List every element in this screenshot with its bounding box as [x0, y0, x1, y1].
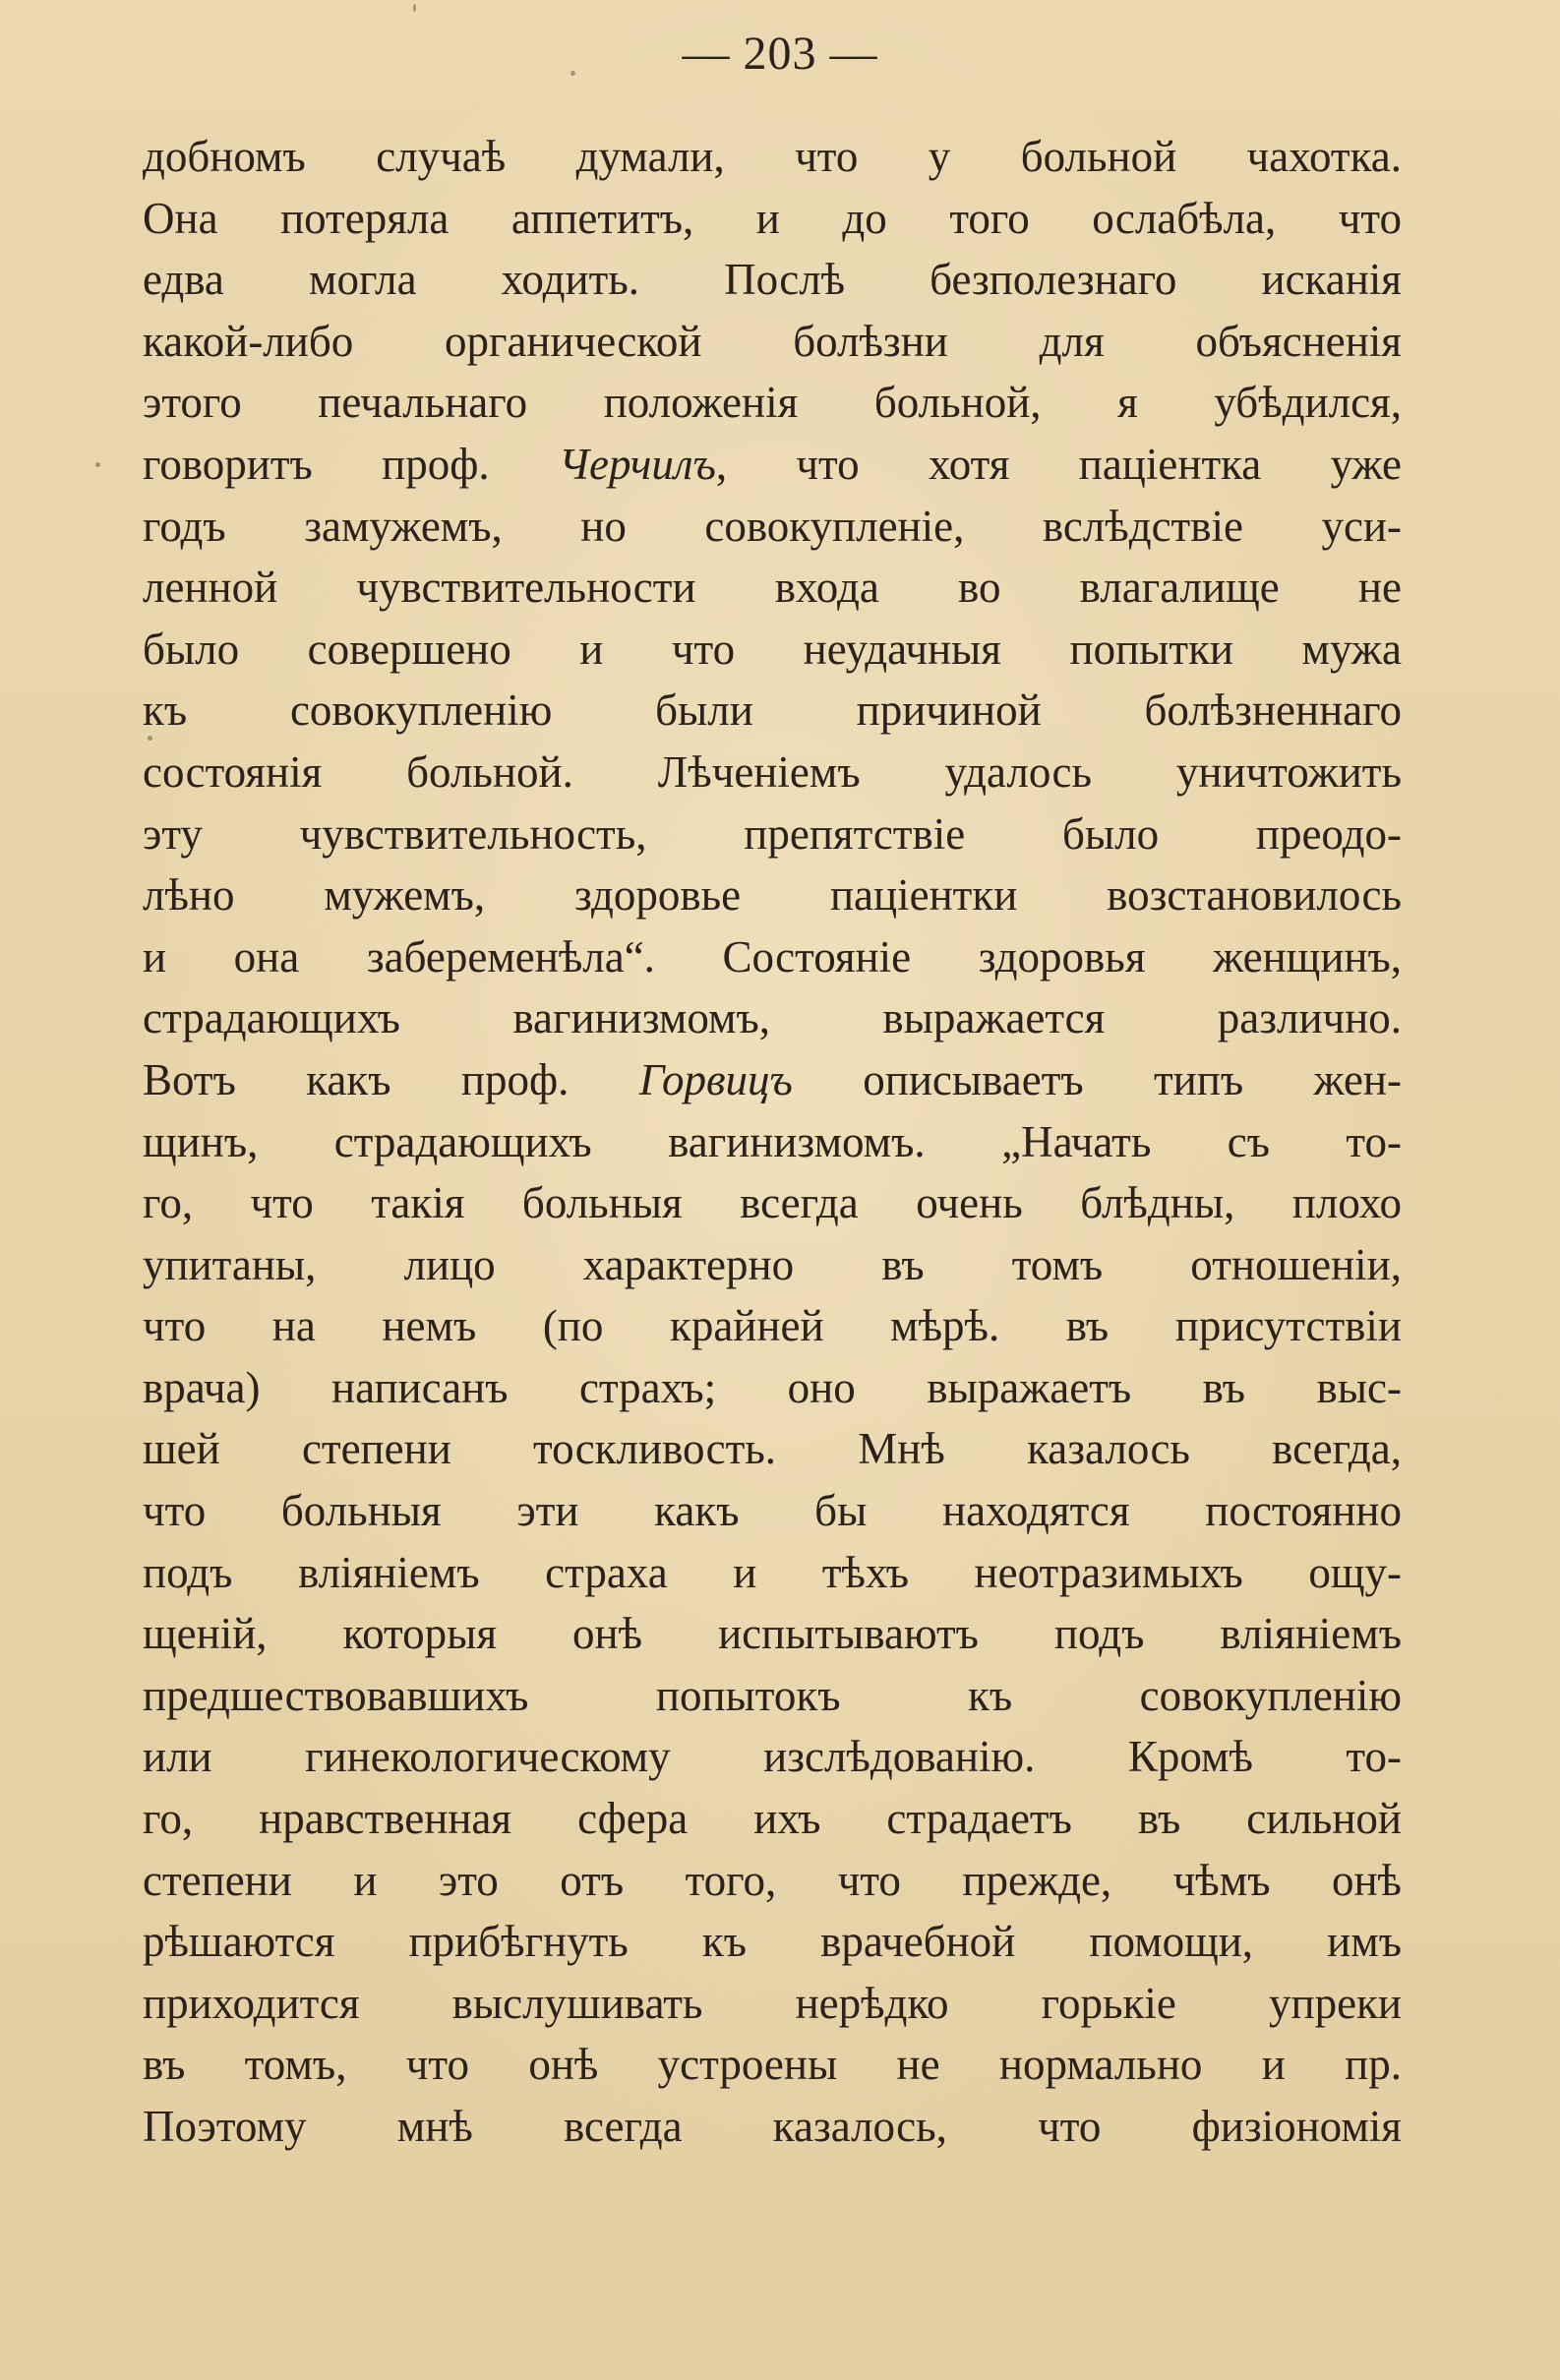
text-line: врача) написанъ страхъ; оно выражаетъ въ выс-: [143, 1362, 1402, 1412]
text-line: состоянія больной. Лѣченіемъ удалось уничтожить: [143, 746, 1402, 797]
author-name-italic: Горвицъ: [638, 1054, 793, 1104]
text-line: Она потеряла аппетитъ, и до того ослабѣла, что: [143, 193, 1402, 243]
paper-speck: [148, 736, 152, 741]
text-line: рѣшаются прибѣгнуть къ врачебной помощи, имъ: [143, 1917, 1402, 1967]
text-line: къ совокупленію были причиной болѣзненнаго: [143, 685, 1402, 736]
text-line: говоритъ проф. Черчилъ, что хотя паціентка уже: [143, 439, 1402, 489]
text-line: упитаны, лицо характерно въ томъ отношеніи,: [143, 1239, 1402, 1289]
text-line: и она забеременѣла“. Состояніе здоровья женщинъ,: [143, 931, 1402, 982]
paper-speck: [413, 4, 416, 12]
text-line: едва могла ходить. Послѣ безполезнаго исканія: [143, 255, 1402, 305]
text-line: степени и это отъ того, что прежде, чѣмъ онѣ: [143, 1855, 1402, 1905]
text-line: лѣно мужемъ, здоровье паціентки возстановилось: [143, 870, 1402, 921]
text-line: щеній, которыя онѣ испытываютъ подъ вліяніемъ: [143, 1609, 1402, 1659]
paper-speck: [95, 462, 100, 467]
text-line: щинъ, страдающихъ вагинизмомъ. „Начать съ то-: [143, 1116, 1402, 1166]
text-line: или гинекологическому изслѣдованію. Кромѣ то-: [143, 1732, 1402, 1782]
text-line: годъ замужемъ, но совокупленіе, вслѣдствіе уси-: [143, 501, 1402, 551]
paper-speck: [570, 71, 575, 76]
text-line: шей степени тоскливость. Мнѣ казалось всегда,: [143, 1424, 1402, 1474]
text-line: добномъ случаѣ думали, что у больной чахотка.: [143, 132, 1402, 181]
text-line: подъ вліяніемъ страха и тѣхъ неотразимыхъ ощу-: [143, 1547, 1402, 1597]
text-line: го, нравственная сфера ихъ страдаетъ въ сильной: [143, 1794, 1402, 1844]
body-text: [143, 126, 1402, 2158]
text-line: въ томъ, что онѣ устроены не нормально и пр.: [143, 2040, 1402, 2090]
text-line: страдающихъ вагинизмомъ, выражается различно.: [143, 993, 1402, 1043]
text-line: что больныя эти какъ бы находятся постоянно: [143, 1486, 1402, 1536]
text-line: приходится выслушивать нерѣдко горькіе упреки: [143, 1978, 1402, 2028]
text-line: го, что такія больныя всегда очень блѣдны, плохо: [143, 1178, 1402, 1228]
text-line: какой-либо органической болѣзни для объясненія: [143, 316, 1402, 366]
author-name-italic: Черчилъ: [558, 439, 716, 489]
page-number: — 203 —: [682, 28, 878, 80]
text-line: Поэтому мнѣ всегда казалось, что физіономія: [143, 2102, 1402, 2151]
text-line: что на немъ (по крайней мѣрѣ. въ присутствіи: [143, 1301, 1402, 1351]
text-line: было совершено и что неудачныя попытки мужа: [143, 624, 1402, 674]
text-line: предшествовавшихъ попытокъ къ совокупленію: [143, 1670, 1402, 1720]
text-line: этого печальнаго положенія больной, я убѣдился,: [143, 378, 1402, 428]
text-line: ленной чувствительности входа во влагалище не: [143, 563, 1402, 613]
text-line: эту чувствительность, препятствіе было преодо-: [143, 808, 1402, 859]
text-line: Вотъ какъ проф. Горвицъ описываетъ типъ жен-: [143, 1054, 1402, 1104]
